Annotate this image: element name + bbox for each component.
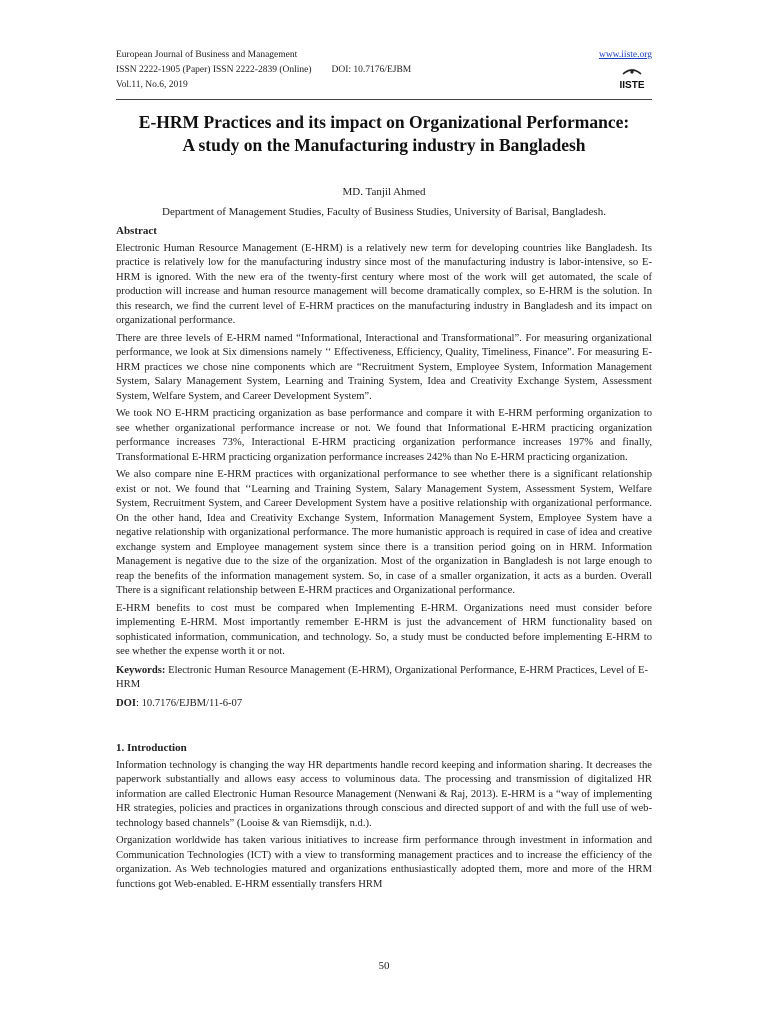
journal-url-link[interactable]: www.iiste.org [598, 50, 652, 60]
journal-doi: DOI: 10.7176/EJBM [331, 65, 412, 75]
header-divider [116, 99, 652, 100]
keywords-text: Electronic Human Resource Management (E-HRM), Organizational Performance, E-HRM Practices, Level of E-HRM [116, 664, 648, 690]
intro-paragraph: Organization worldwide has taken various initiatives to increase firm performance through investment in information and Communication Technologies (ICT) with a view to transforming management practices and to increase the efficiency of the organization. As Web technologies matured and organizations enthusiastically adopted them, more and more of the HRM functions got Web-enabled. E-HRM essentially transfers HRM [116, 835, 652, 890]
iiste-logo [618, 65, 646, 93]
paper-title [116, 111, 652, 157]
issn: ISSN 2222-1905 (Paper) ISSN 2222-2839 (Online) [116, 65, 312, 75]
doi-line [116, 697, 652, 712]
doi-label: DOI [116, 697, 137, 709]
paper-body [116, 224, 652, 895]
abstract-heading: Abstract [116, 225, 157, 237]
introduction-heading: 1. Introduction [116, 742, 187, 754]
title-line-1: E-HRM Practices and its impact on Organizational Performance: [138, 112, 630, 132]
doi-value: : 10.7176/EJBM/11-6-07 [136, 697, 243, 709]
keywords-line [116, 664, 652, 693]
abstract-paragraph: E-HRM benefits to cost must be compared when Implementing E-HRM. Organizations need must consider before implementing E-HRM. Most importantly remember E-HRM is just the advancement of HRM functionality based on sophisticated information, communication, and technology. So, a study must be conducted before implementing E-HRM to see whether the expense worth it or not. [116, 602, 652, 657]
title-line-2: A study on the Manufacturing industry in Bangladesh [182, 135, 586, 155]
journal-name: European Journal of Business and Management [116, 50, 298, 60]
logo-text: IISTE [619, 80, 645, 91]
abstract-paragraph: There are three levels of E-HRM named “Informational, Interactional and Transformational”. For measuring organizational performance, we look at Six dimensions namely ‘‘ Effectiveness, Efficiency, Quality, Timeliness, Finance”. For measuring E-HRM practices we chose nine components which are “Recruitment System, Employee System, Information Management System, Salary Management System, Learning and Training System, Idea and Creativity Exchange System, Assessment System, Welfare System, and Career Development System”. [116, 332, 652, 402]
abstract-paragraph: We also compare nine E-HRM practices with organizational performance to see whether there is a significant relationship exist or not. We found that ‘‘Learning and Training System, Salary Management System, Assessment System, Welfare System, Recruitment System, and Career Development System have a positive relationship with organizational performance. On the other hand, Idea and Creativity Exchange System, Information Management System, Employee System have a negative relationship with organizational performance. The more humanistic approach is required in case of idea and creative exchange system and Employee management system since there is a transition period going on in HRM. Information Management is negative due to the size of the organization. Most of the organization in Bangladesh is not large enough to reap the benefits of the information management system. So, in case of a smaller organization, it acts as a burden. Overall There is a significant relationship between E-HRM practices and Organizational performance. [116, 469, 652, 596]
volume-info: Vol.11, No.6, 2019 [116, 80, 188, 90]
keywords-label: Keywords: [116, 664, 166, 676]
journal-header [116, 48, 652, 98]
author-name: MD. Tanjil Ahmed [342, 186, 426, 198]
issn-line [116, 63, 411, 78]
author-affiliation: Department of Management Studies, Faculty of Business Studies, University of Barisal, Bangladesh. [162, 206, 606, 218]
intro-paragraph: Information technology is changing the way HR departments handle record keeping and information sharing. It decreases the paperwork substantially and allows easy access to voluminous data. The processing and transmission of digitalized HR information are called Electronic Human Resource Management (Nenwani & Raj, 2013). E-HRM is a “way of implementing HR strategies, policies and practices in organizations through conscious and directed support of and with the full use of web-technology based channels” (Looise & van Riemsdijk, n.d.). [116, 759, 652, 829]
abstract-paragraph: Electronic Human Resource Management (E-HRM) is a relatively new term for developing countries like Bangladesh. Its practice is relatively low for the manufacturing industry since most of the manufacturing industry is labor-intensive, so E-HRM is ignored. With the new era of the twenty-first century where most of the work will get automated, the scale of production will increase and human resource management will become dramatically complex, so E-HRM is the solution. In this research, we find the current level of E-HRM practices on the manufacturing industry in Bangladesh and its impact on organizational performance. [116, 242, 652, 326]
page-number: 50 [378, 960, 390, 972]
abstract-paragraph: We took NO E-HRM practicing organization as base performance and compare it with E-HRM performing organization to see whether organizational performance increase or not. We found that Informational E-HRM practicing organization performance increases 73%, Interactional E-HRM practicing organization performance increases 197% and finally, Transformational E-HRM practicing organization performance increases 242% than No E-HRM practicing organization. [116, 408, 652, 463]
